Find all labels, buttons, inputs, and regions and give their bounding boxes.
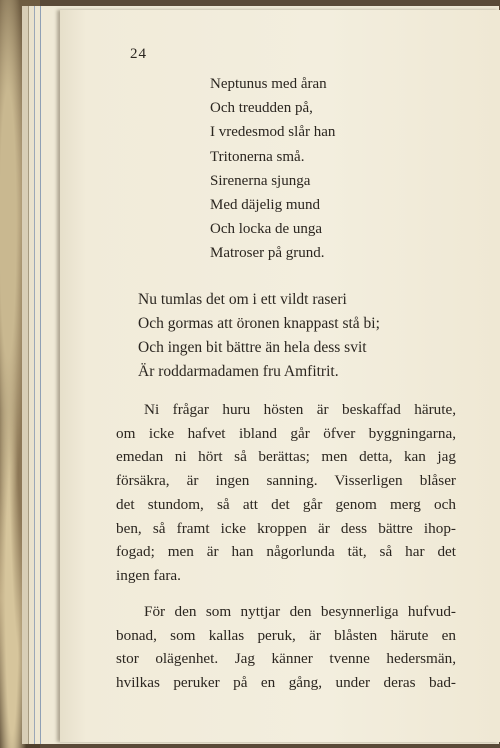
paragraph-line: det stundom, så att det går genom merg och bbox=[116, 495, 456, 513]
paragraph-line: bonad, som kallas peruk, är blåsten härute en bbox=[116, 626, 456, 644]
verse-line: Neptunus med åran bbox=[210, 76, 327, 92]
page-number: 24 bbox=[130, 46, 147, 62]
paragraph-line: hvilkas peruker på en gång, under deras bad- bbox=[116, 674, 456, 692]
prose-paragraph-1 bbox=[116, 398, 456, 588]
verse-line: Och locka de unga bbox=[210, 221, 323, 238]
verse-line: Och treudden på, bbox=[210, 100, 313, 117]
verse-line: Med däjelig mund bbox=[210, 196, 320, 213]
paragraph-line: försäkra, är ingen sanning. Visserligen blåser bbox=[116, 472, 456, 490]
paragraph-line: stor olägenhet. Jag känner tvenne hedersmän, bbox=[116, 650, 456, 668]
book-page bbox=[60, 10, 500, 742]
verse-stanza-1 bbox=[210, 72, 335, 266]
verse-line: Nu tumlas det om i ett vildt raseri bbox=[138, 291, 347, 308]
paragraph-line: ben, så framt icke kroppen är dess bättre ihop- bbox=[116, 519, 456, 537]
verse-line: Sirenerna sjunga bbox=[210, 172, 311, 189]
paragraph-line: Ni frågar huru hösten är beskaffad härute, bbox=[144, 401, 456, 418]
paragraph-line: ingen fara. bbox=[116, 566, 181, 584]
paragraph-line: om icke hafvet ibland går öfver byggningarna, bbox=[116, 424, 456, 442]
prose-paragraph-2 bbox=[116, 600, 456, 695]
paragraph-line: fogad; men är han någorlunda tät, så har det bbox=[116, 543, 456, 561]
verse-line: I vredesmod slår han bbox=[210, 124, 336, 141]
verse-line: Är roddarmadamen fru Amfitrit. bbox=[138, 363, 339, 380]
verse-line: Matroser på grund. bbox=[210, 245, 325, 262]
verse-line: Och ingen bit bättre än hela dess svit bbox=[138, 339, 367, 356]
paragraph-line: emedan ni hört så berättas; men detta, kan jag bbox=[116, 448, 456, 466]
verse-line: Och gormas att öronen knappast stå bi; bbox=[138, 315, 380, 332]
verse-stanza-2 bbox=[138, 288, 380, 384]
verse-line: Tritonerna små. bbox=[210, 148, 305, 165]
paragraph-line: För den som nyttjar den besynnerliga hufvud- bbox=[144, 603, 456, 620]
